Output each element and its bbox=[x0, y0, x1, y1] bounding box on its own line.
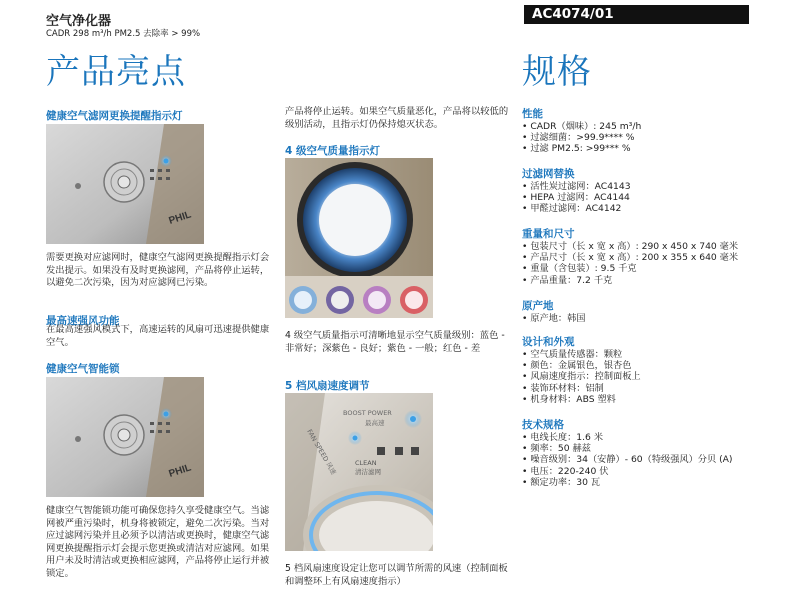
spec-heading: 设计和外观 bbox=[522, 336, 575, 348]
spec-section-filter-replacement bbox=[522, 166, 792, 215]
feature-heading-filter-reminder: 健康空气滤网更换提醒指示灯 bbox=[46, 110, 183, 122]
spec-item: • 甲醛过滤网：AC4142 bbox=[522, 203, 792, 214]
panel-label-boost-cn: 最高速 bbox=[365, 419, 385, 427]
spec-item: • 过滤 PM2.5: >99*** % bbox=[522, 143, 792, 154]
spec-item: • 原产地：韩国 bbox=[522, 313, 792, 324]
spec-item: • 额定功率：30 瓦 bbox=[522, 477, 754, 488]
feature-text-smart-lock: 健康空气智能锁功能可确保您持久享受健康空气。当滤网被严重污染时，机身将被锁定，避免二次污染。当对应过滤网污染并且必须予以清洁或更换时，健康空气滤网更换提醒指示灯会提示您更换或清洁对应滤网。如果用户未及时清洁或更换相应滤网，产品将停止运行并被锁定。 bbox=[46, 505, 270, 579]
spec-heading: 技术规格 bbox=[522, 419, 564, 431]
panel-label-boost: BOOST POWER bbox=[343, 409, 392, 417]
spec-item: • 装饰环材料：铝制 bbox=[522, 383, 792, 394]
feature-text-continued: 产品将停止运转。如果空气质量恶化，产品将以较低的级别活动，且指示灯仍保持熄灭状态。 bbox=[285, 106, 509, 130]
spec-item: • 颜色：金属银色，银杏色 bbox=[522, 360, 792, 371]
specs-title: 规格 bbox=[522, 52, 592, 92]
spec-item: • 包装尺寸（长 x 宽 x 高）: 290 x 450 x 740 毫米 bbox=[522, 241, 792, 252]
feature-text-air-quality: 4 级空气质量指示可清晰地显示空气质量级别：蓝色 - 非常好；深紫色 - 良好；紫色 - 一般；红色 - 差 bbox=[285, 330, 505, 354]
photo-control-panel-2 bbox=[46, 377, 204, 497]
spec-heading: 过滤网替换 bbox=[522, 168, 575, 180]
feature-text-filter-reminder: 需要更换对应滤网时，健康空气滤网更换提醒指示灯会发出提示。如果没有及时更换滤网，产品将停止运转，以避免二次污染，因为对应滤网已污染。 bbox=[46, 252, 270, 288]
feature-text-fan-speed: 5 档风扇速度设定让您可以调节所需的风速（控制面板和调整环上有风扇速度指示） bbox=[285, 563, 508, 587]
spec-item: • 机身材料：ABS 塑料 bbox=[522, 394, 792, 405]
spec-item: • 重量（含包装）: 9.5 千克 bbox=[522, 263, 792, 274]
spec-section-origin bbox=[522, 298, 792, 324]
panel-label-fan-speed: FAN SPEED 风速 bbox=[305, 428, 338, 477]
spec-section-performance bbox=[522, 106, 792, 155]
photo-brand-logo: PHIL bbox=[167, 462, 193, 480]
photo-control-panel-1 bbox=[46, 124, 204, 244]
spec-item: • CADR（烟味）: 245 m³/h bbox=[522, 121, 792, 132]
spec-item: • 电线长度：1.6 米 bbox=[522, 432, 754, 443]
spec-item: • 过滤细菌：>99.9**** % bbox=[522, 132, 792, 143]
spec-heading: 原产地 bbox=[522, 300, 554, 312]
photo-fan-speed-panel bbox=[285, 393, 433, 551]
feature-heading-fan-speed: 5 档风扇速度调节 bbox=[285, 380, 370, 392]
photo-brand-logo: PHIL bbox=[167, 209, 193, 227]
photo-air-quality-ring bbox=[285, 158, 433, 318]
feature-heading-boost: 最高速强风功能 bbox=[46, 315, 120, 327]
panel-label-clean: CLEAN bbox=[355, 459, 377, 467]
feature-heading-air-quality: 4 级空气质量指示灯 bbox=[285, 145, 380, 157]
spec-item: • 风扇速度指示：控制面板上 bbox=[522, 371, 792, 382]
spec-section-weight-dimensions bbox=[522, 226, 792, 286]
panel-label-clean-cn: 清洁滤网 bbox=[355, 468, 381, 476]
spec-item: • 频率：50 赫兹 bbox=[522, 443, 754, 454]
feature-heading-smart-lock: 健康空气智能锁 bbox=[46, 363, 120, 375]
spec-section-technical bbox=[522, 417, 754, 488]
product-subtitle: CADR 298 m³/h PM2.5 去除率 > 99% bbox=[46, 29, 201, 39]
spec-item: • 空气质量传感器：颗粒 bbox=[522, 349, 792, 360]
spec-heading: 性能 bbox=[522, 108, 543, 120]
spec-item: • 活性炭过滤网：AC4143 bbox=[522, 181, 792, 192]
spec-heading: 重量和尺寸 bbox=[522, 228, 575, 240]
spec-item: • 噪音级别：34（安静）- 60（特级强风）分贝 (A) bbox=[522, 454, 754, 465]
spec-section-design bbox=[522, 334, 792, 405]
highlights-title: 产品亮点 bbox=[46, 52, 186, 92]
spec-item: • 产品重量：7.2 千克 bbox=[522, 275, 792, 286]
spec-item: • HEPA 过滤网：AC4144 bbox=[522, 192, 792, 203]
model-number-bar: AC4074/01 bbox=[524, 5, 749, 24]
spec-item: • 产品尺寸（长 x 宽 x 高）: 200 x 355 x 640 毫米 bbox=[522, 252, 792, 263]
spec-item: • 电压：220-240 伏 bbox=[522, 466, 754, 477]
product-name: 空气净化器 bbox=[46, 14, 112, 29]
feature-text-boost: 在最高速强风模式下，高速运转的风扇可迅速提供健康空气。 bbox=[46, 324, 270, 348]
